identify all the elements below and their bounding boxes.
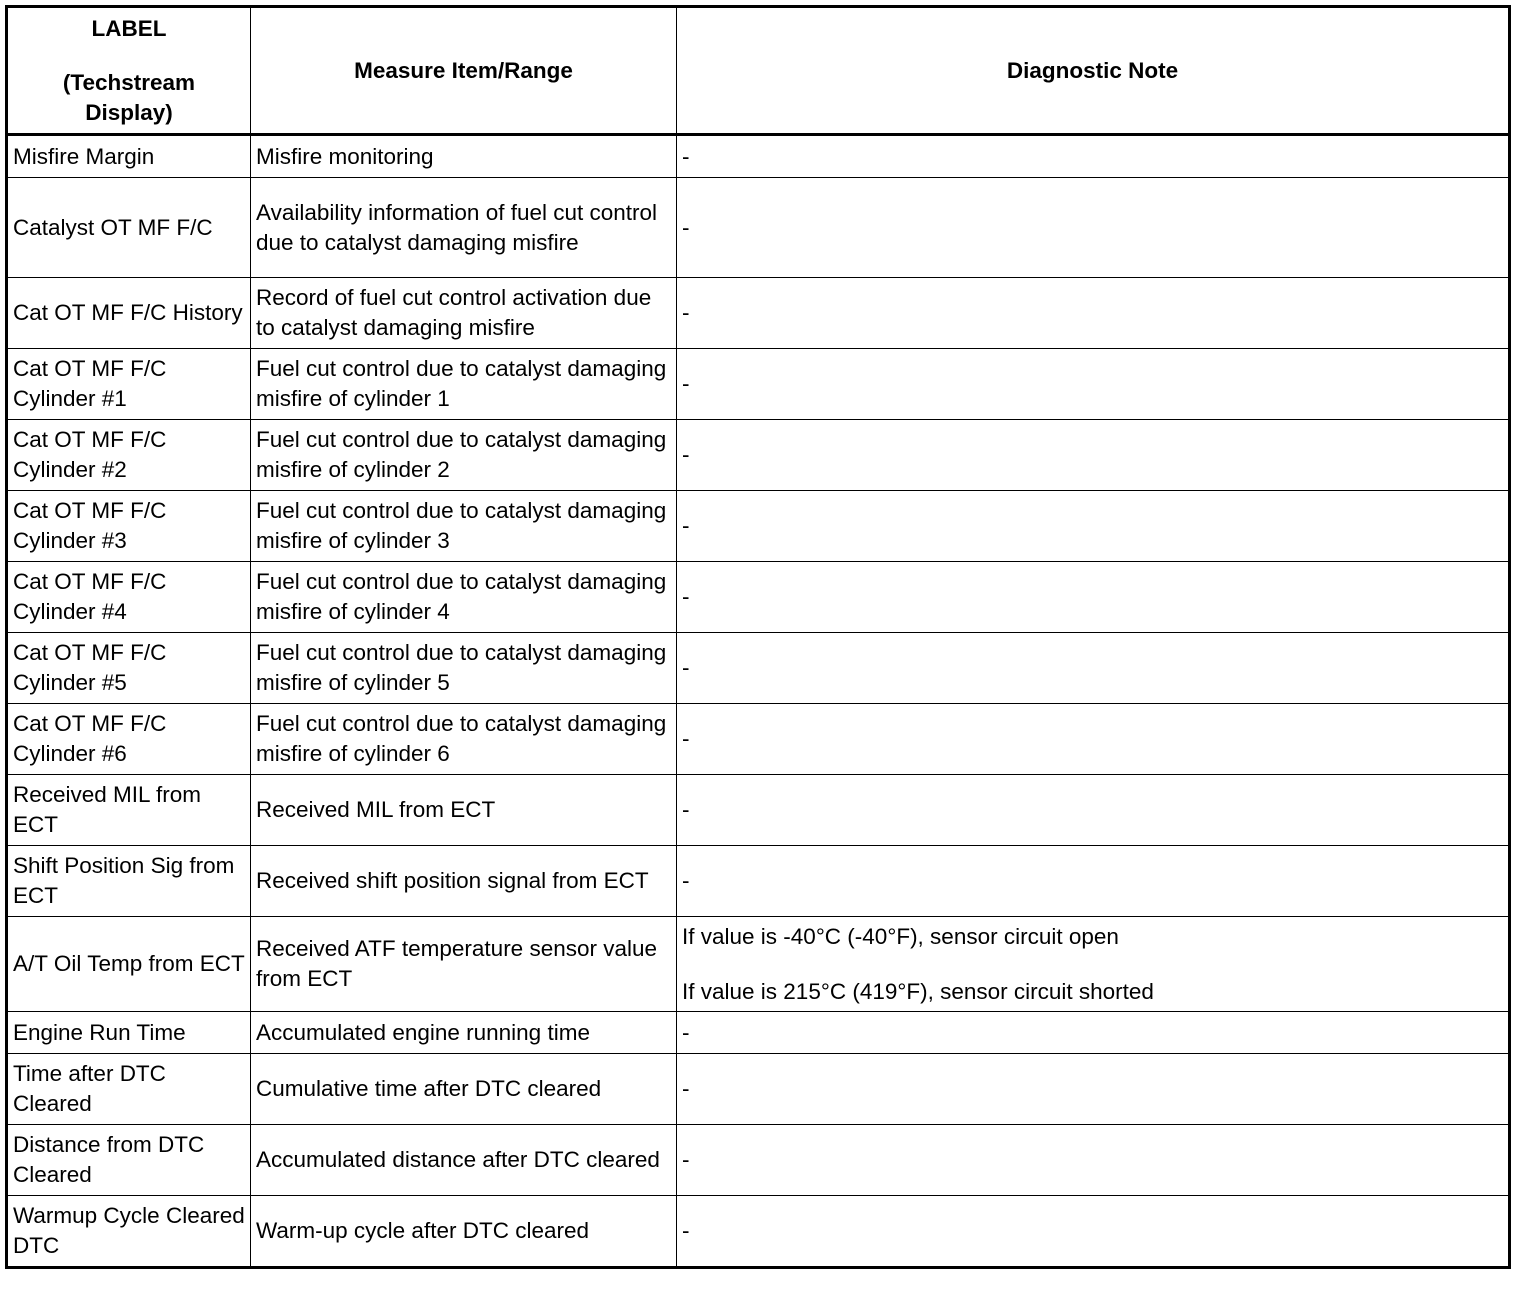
cell-note: - [677, 1012, 1510, 1054]
cell-note: - [677, 846, 1510, 917]
cell-measure: Fuel cut control due to catalyst damaging misfire of cylinder 1 [251, 349, 677, 420]
cell-note: - [677, 1196, 1510, 1268]
cell-note: - [677, 491, 1510, 562]
cell-label: Distance from DTC Cleared [7, 1125, 251, 1196]
cell-measure: Accumulated engine running time [251, 1012, 677, 1054]
header-label-line2: (Techstream [62, 69, 196, 95]
cell-measure: Warm-up cycle after DTC cleared [251, 1196, 677, 1268]
cell-measure: Fuel cut control due to catalyst damaging misfire of cylinder 4 [251, 562, 677, 633]
cell-measure: Received ATF temperature sensor value from ECT [251, 917, 677, 1012]
table-row [7, 917, 1510, 1012]
table-row [7, 349, 1510, 420]
header-label-line1: LABEL [91, 15, 167, 41]
cell-measure: Availability information of fuel cut control due to catalyst damaging misfire [251, 178, 677, 278]
cell-measure: Fuel cut control due to catalyst damaging misfire of cylinder 6 [251, 704, 677, 775]
cell-measure: Record of fuel cut control activation due to catalyst damaging misfire [251, 278, 677, 349]
cell-note: - [677, 1054, 1510, 1125]
cell-label: A/T Oil Temp from ECT [7, 917, 251, 1012]
table-row [7, 420, 1510, 491]
cell-measure: Fuel cut control due to catalyst damaging misfire of cylinder 3 [251, 491, 677, 562]
note-line-open: If value is -40°C (-40°F), sensor circuit open [682, 923, 1119, 949]
cell-measure: Received MIL from ECT [251, 775, 677, 846]
cell-note: - [677, 1125, 1510, 1196]
table-row [7, 775, 1510, 846]
table-header-row [7, 7, 1510, 135]
cell-note: - [677, 704, 1510, 775]
cell-note [677, 917, 1510, 1012]
header-label [7, 7, 251, 135]
cell-measure: Cumulative time after DTC cleared [251, 1054, 677, 1125]
cell-measure: Accumulated distance after DTC cleared [251, 1125, 677, 1196]
cell-note: - [677, 775, 1510, 846]
cell-label: Received MIL from ECT [7, 775, 251, 846]
header-measure: Measure Item/Range [251, 7, 677, 135]
cell-label: Cat OT MF F/C Cylinder #3 [7, 491, 251, 562]
table-row [7, 1125, 1510, 1196]
note-line-shorted: If value is 215°C (419°F), sensor circuit shorted [682, 978, 1154, 1004]
cell-label: Cat OT MF F/C Cylinder #1 [7, 349, 251, 420]
cell-label: Cat OT MF F/C Cylinder #4 [7, 562, 251, 633]
cell-note: - [677, 633, 1510, 704]
table-row [7, 491, 1510, 562]
cell-label: Cat OT MF F/C History [7, 278, 251, 349]
cell-label: Shift Position Sig from ECT [7, 846, 251, 917]
cell-measure: Fuel cut control due to catalyst damaging misfire of cylinder 5 [251, 633, 677, 704]
cell-label: Time after DTC Cleared [7, 1054, 251, 1125]
cell-label: Cat OT MF F/C Cylinder #6 [7, 704, 251, 775]
table-row [7, 1012, 1510, 1054]
cell-label: Engine Run Time [7, 1012, 251, 1054]
cell-note: - [677, 135, 1510, 178]
cell-label: Cat OT MF F/C Cylinder #5 [7, 633, 251, 704]
table-row [7, 633, 1510, 704]
table-row [7, 704, 1510, 775]
cell-measure: Fuel cut control due to catalyst damaging misfire of cylinder 2 [251, 420, 677, 491]
document-page [5, 5, 1511, 1269]
cell-measure: Misfire monitoring [251, 135, 677, 178]
table-row [7, 846, 1510, 917]
header-label-line3: Display) [85, 99, 173, 125]
table-row [7, 1196, 1510, 1268]
data-list-table [5, 5, 1511, 1269]
cell-note: - [677, 349, 1510, 420]
cell-label: Catalyst OT MF F/C [7, 178, 251, 278]
cell-note: - [677, 278, 1510, 349]
cell-note: - [677, 178, 1510, 278]
cell-note: - [677, 562, 1510, 633]
cell-note: - [677, 420, 1510, 491]
table-row [7, 278, 1510, 349]
cell-label: Misfire Margin [7, 135, 251, 178]
table-row [7, 178, 1510, 278]
table-row [7, 562, 1510, 633]
cell-label: Cat OT MF F/C Cylinder #2 [7, 420, 251, 491]
cell-label: Warmup Cycle Cleared DTC [7, 1196, 251, 1268]
cell-measure: Received shift position signal from ECT [251, 846, 677, 917]
table-row [7, 135, 1510, 178]
header-note: Diagnostic Note [677, 7, 1510, 135]
table-row [7, 1054, 1510, 1125]
